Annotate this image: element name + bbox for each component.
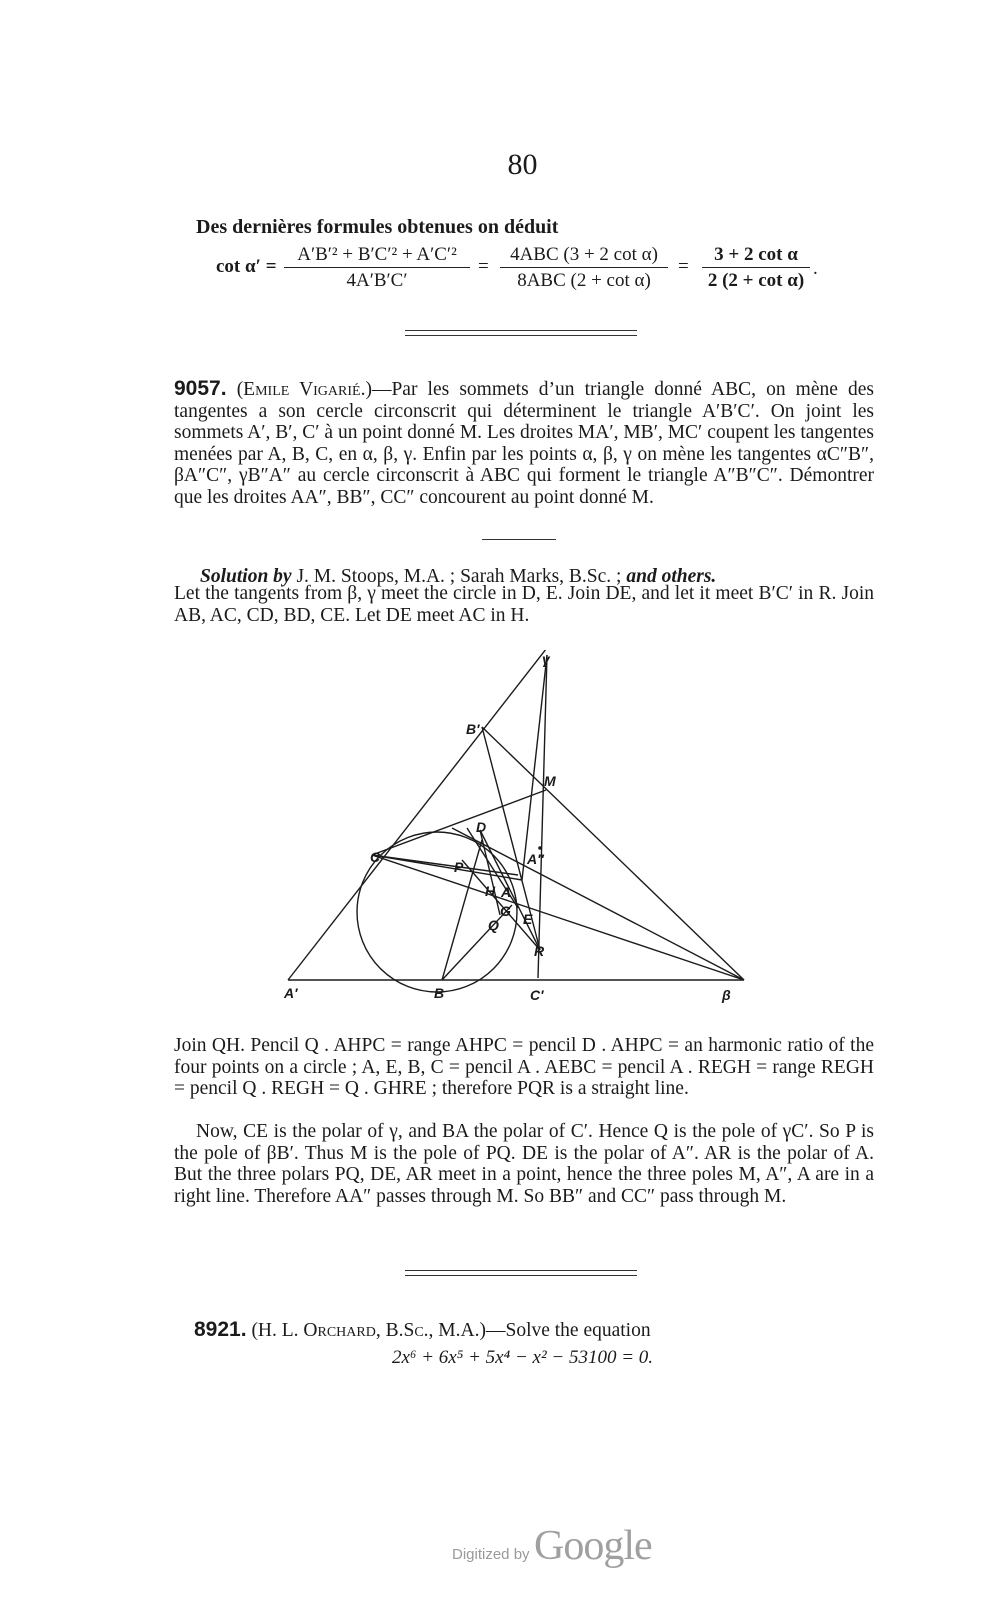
label-a-prime: A′ [284, 985, 298, 1001]
google-logo: Google [534, 1523, 652, 1569]
label-m: M [544, 773, 556, 789]
digitized-label: Digitized by [452, 1546, 530, 1563]
fraction-3-numerator: 3 + 2 cot α [702, 244, 810, 268]
section-divider [405, 1270, 637, 1276]
geometry-figure [282, 650, 772, 1030]
solution-label: Solution by [200, 566, 292, 587]
line-c-m [372, 790, 546, 855]
page-number: 80 [507, 148, 538, 181]
problem-author: (H. L. Orchard, B.Sc., M.A.) [251, 1320, 486, 1341]
point-marker [538, 846, 542, 850]
label-h: H [485, 883, 496, 899]
fraction-3-denominator: 2 (2 + cot α) [707, 270, 805, 291]
fraction-2 [500, 244, 668, 292]
label-b-prime: B′ [466, 721, 480, 737]
solution-paragraph-2: Join QH. Pencil Q . AHPC = range AHPC = pencil D . AHPC = an harmonic ratio of the four points on a circle ; A, E, B, C = pencil A . AEBC = pencil A . REGH = range REGH = pencil Q . REGH = Q . GHRE ; therefore PQR is a straight line. [174, 1035, 874, 1099]
line-d-beta [452, 828, 744, 980]
tangent-line-left [288, 650, 550, 980]
line-b-prime-beta [482, 727, 744, 980]
solution-authors: J. M. Stoops, M.A. ; Sarah Marks, B.Sc. ; [296, 566, 622, 587]
fraction-1-denominator: 4A′B′C′ [346, 270, 408, 291]
formula-period: . [813, 258, 818, 279]
fraction-1 [284, 244, 470, 292]
line-c-beta [372, 855, 744, 980]
fraction-2-denominator: 8ABC (2 + cot α) [517, 270, 651, 291]
solution-paragraph-1: Let the tangents from β, γ meet the circle in D, E. Join DE, and let it meet B′C′ in R. Join AB, AC, CD, BD, CE. Let DE meet AC in H. [174, 583, 874, 626]
label-c: C [370, 849, 381, 865]
equals-sign: = [678, 256, 689, 277]
problem-text: —Solve the equation [485, 1320, 651, 1341]
intro-line: Des dernières formules obtenues on déduit [196, 216, 559, 238]
equals-sign: = [478, 256, 489, 277]
problem-text: —Par les sommets d’un triangle donné ABC, on mène des tangentes a son cercle circonscrit qui déterminent le triangle A′B′C′. On joint les sommets A′, B′, C′ à un point donné M. Les droites MA′, MB′, MC′ coupent les tangentes menées par A, B, C, en α, β, γ. Enfin par les points α, β, γ on mène les tangentes αC″B″, βA″C″, γB″A″ au cercle circonscrit à ABC qui forment le triangle A″B″C″. Démontrer que les droites AA″, BB″, CC″ concourent au point donné M. [174, 379, 875, 508]
label-r: R [534, 943, 545, 959]
problem-number: 9057. [174, 377, 227, 400]
problem-8921 [194, 1319, 874, 1342]
label-d: D [476, 819, 487, 835]
label-g: G [500, 903, 511, 919]
label-c-prime: C′ [530, 987, 544, 1003]
fraction-3 [702, 244, 810, 292]
solution-paragraph-3: Now, CE is the polar of γ, and BA the polar of C′. Hence Q is the pole of γC′. So P is the pole of βB′. Thus M is the pole of PQ. DE is the polar of A″. AR is the polar of A. But the three polars PQ, DE, AR meet in a point, hence the three poles M, A″, A are in a right line. Therefore AA″ passes through M. So BB″ and CC″ pass through M. [174, 1121, 874, 1207]
solution-others: and others. [626, 566, 717, 587]
label-beta: β [722, 987, 731, 1003]
fraction-2-numerator: 4ABC (3 + 2 cot α) [500, 244, 668, 268]
equation-line: 2x⁶ + 6x⁵ + 5x⁴ − x² − 53100 = 0. [391, 1347, 654, 1368]
problem-9057 [174, 378, 874, 508]
line-gamma-down [538, 655, 547, 978]
cot-formula [216, 244, 856, 304]
label-p: P [454, 859, 464, 875]
problem-number: 8921. [194, 1318, 247, 1341]
short-rule [482, 539, 556, 540]
label-a: A [501, 884, 512, 900]
label-a-double-prime: A″ [527, 851, 544, 867]
formula-lhs: cot α′ = [216, 256, 277, 277]
fraction-1-numerator: A′B′² + B′C′² + A′C′² [284, 244, 470, 268]
problem-author: (Emile Vigarié.) [236, 379, 372, 400]
label-e: E [523, 911, 533, 927]
digitized-footer [452, 1522, 652, 1570]
label-q: Q [488, 917, 499, 933]
label-b: B [434, 985, 445, 1001]
figure-lines [288, 650, 744, 992]
section-divider [405, 330, 637, 336]
label-gamma: γ [542, 651, 550, 667]
